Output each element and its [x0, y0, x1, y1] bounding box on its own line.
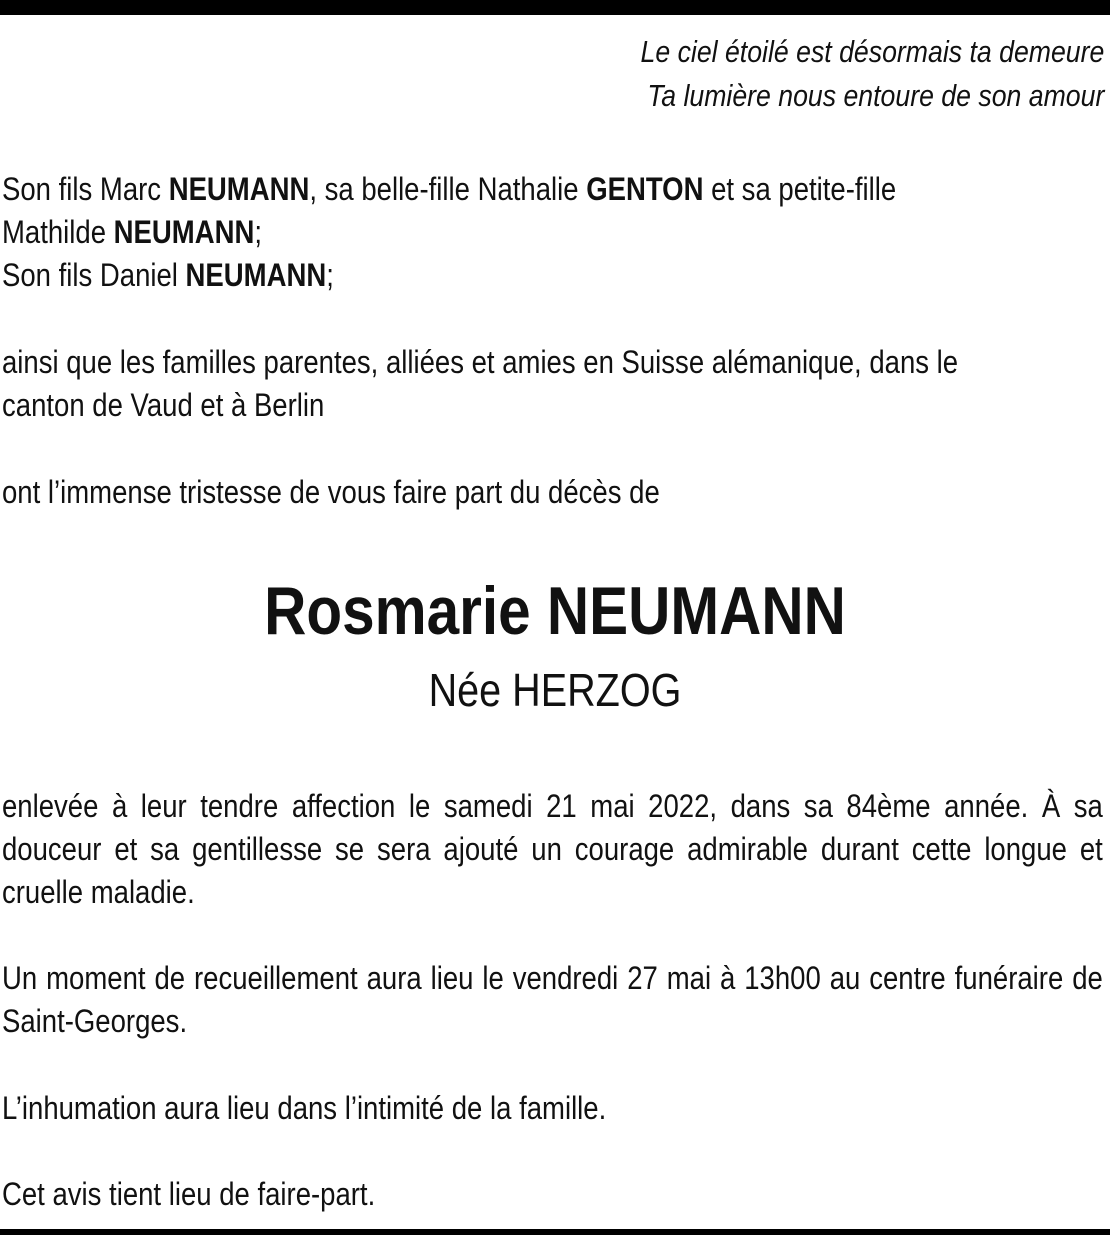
closing-paragraph: Cet avis tient lieu de faire-part. [2, 1176, 376, 1212]
family-text: Mathilde [2, 214, 114, 250]
family-text: ; [326, 257, 334, 293]
family-line-1 [2, 168, 1103, 211]
relatives-line-2: canton de Vaud et à Berlin [2, 387, 325, 423]
family-text: ; [254, 214, 262, 250]
relatives-paragraph [2, 341, 1103, 427]
burial-paragraph: L’inhumation aura lieu dans l’intimité de la famille. [2, 1090, 607, 1126]
family-text: Son fils Daniel [2, 257, 186, 293]
family-line-3 [2, 254, 1103, 297]
epigraph-line-1: Le ciel étoilé est désormais ta demeure [640, 34, 1104, 69]
family-text: et sa petite-fille [703, 171, 897, 207]
family-text: Son fils Marc [2, 171, 169, 207]
family-surname: NEUMANN [168, 171, 310, 207]
family-surname: NEUMANN [185, 257, 327, 293]
family-surname: NEUMANN [113, 214, 255, 250]
maiden-name: Née HERZOG [428, 664, 682, 716]
family-line-2 [2, 211, 1103, 254]
epigraph-line-2: Ta lumière nous entoure de son amour [647, 78, 1104, 113]
family-text: , sa belle-fille Nathalie [309, 171, 587, 207]
epigraph [640, 30, 1104, 118]
bottom-rule [0, 1229, 1110, 1235]
passing-paragraph: enlevée à leur tendre affection le samedi 21 mai 2022, dans sa 84ème année. À sa douceur et sa gentillesse se sera ajouté un courage admirable durant cette longue et cruelle maladie. [2, 788, 1103, 910]
family-list [2, 168, 1103, 297]
relatives-line-1: ainsi que les familles parentes, alliées et amies en Suisse alémanique, dans le [2, 344, 959, 380]
top-rule [0, 0, 1110, 15]
family-surname: GENTON [586, 171, 704, 207]
deceased-name: Rosmarie NEUMANN [264, 573, 846, 649]
ceremony-paragraph: Un moment de recueillement aura lieu le vendredi 27 mai à 13h00 au centre funéraire de Saint-Georges. [2, 960, 1103, 1039]
announcement: ont l’immense tristesse de vous faire part du décès de [2, 474, 660, 510]
